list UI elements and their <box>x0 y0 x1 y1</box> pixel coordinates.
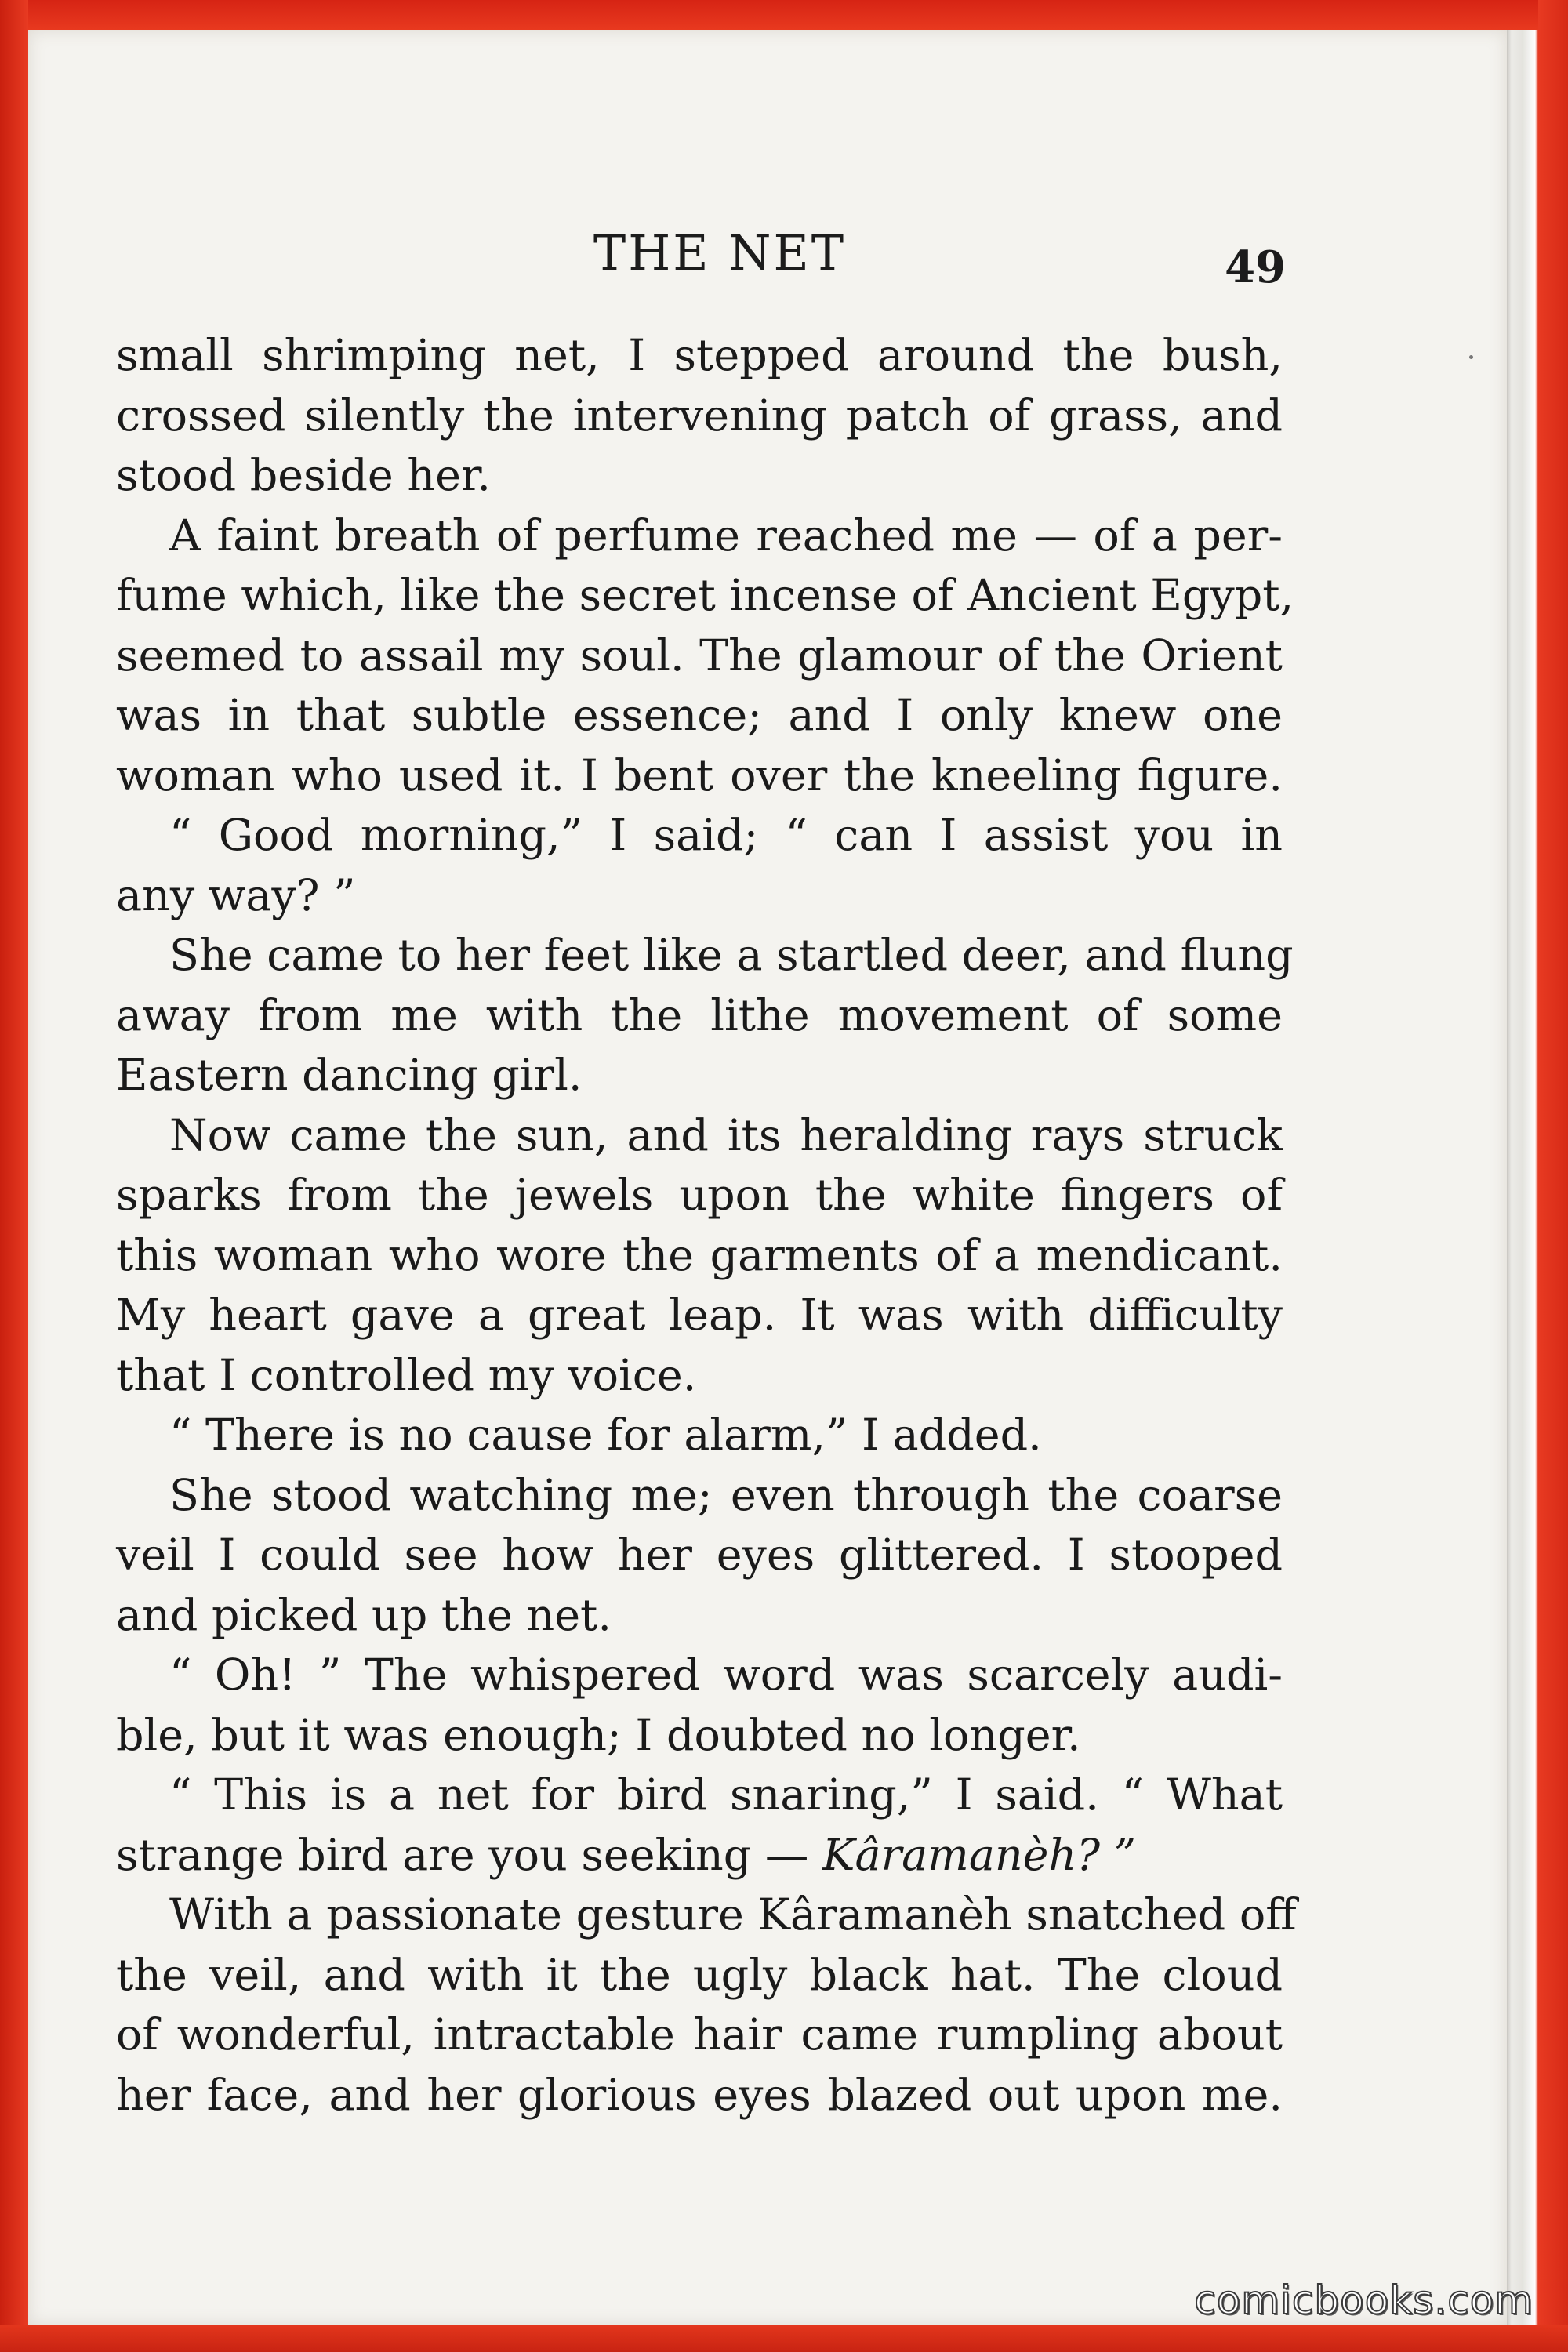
text-line: any way? ” <box>116 869 356 921</box>
book-cover-left-edge <box>0 0 28 2352</box>
book-cover-right-edge <box>1538 0 1568 2352</box>
text-line: seemed to assail my soul. The glamour of the Orient <box>116 630 1283 681</box>
book-page <box>28 30 1507 2325</box>
text-line: and picked up the net. <box>116 1589 612 1641</box>
text-line: strange bird are you seeking — Kâramanèh? ” <box>116 1829 1137 1881</box>
page-header <box>28 224 1507 293</box>
text-line: was in that subtle essence; and I only knew one <box>116 690 1283 741</box>
text-line: “ This is a net for bird snaring,” I said. “ What <box>169 1769 1283 1820</box>
text-line: My heart gave a great leap. It was with difficulty <box>116 1290 1283 1341</box>
text-line: “ There is no cause for alarm,” I added. <box>169 1410 1042 1461</box>
running-title: THE NET <box>593 224 847 281</box>
text-line: away from me with the lithe movement of some <box>116 989 1283 1041</box>
book-cover-top-edge <box>0 0 1568 30</box>
text-line: Now came the sun, and its heralding rays struck <box>169 1109 1283 1161</box>
text-line: With a passionate gesture Kâramanèh snatched off <box>169 1889 1297 1940</box>
text-line: “ Oh! ” The whispered word was scarcely audi- <box>169 1650 1283 1700</box>
text-line: Eastern dancing girl. <box>116 1050 583 1101</box>
book-cover-bottom-edge <box>0 2325 1568 2352</box>
text-line: that I controlled my voice. <box>116 1349 697 1401</box>
watermark-logo: comicbooks.com <box>1194 2278 1534 2323</box>
italic-name: Kâramanèh? ” <box>822 1829 1137 1881</box>
text-line: stood beside her. <box>116 450 492 501</box>
page-stack-edge <box>1507 30 1538 2325</box>
text-line: fume which, like the secret incense of Ancient Egypt, <box>116 570 1294 621</box>
text-line: A faint breath of perfume reached me — of a per- <box>169 510 1283 561</box>
text-line: her face, and her glorious eyes blazed out upon me. <box>116 2069 1283 2121</box>
text-line: this woman who wore the garments of a mendicant. <box>116 1229 1283 1281</box>
text-line: small shrimping net, I stepped around the bush, <box>116 330 1283 381</box>
page-number: 49 <box>1225 241 1286 293</box>
text-line: sparks from the jewels upon the white fingers of <box>116 1170 1283 1221</box>
text-line: of wonderful, intractable hair came rumpling about <box>116 2009 1283 2060</box>
text-line: woman who used it. I bent over the kneeling figure. <box>116 750 1283 801</box>
text-line: She came to her feet like a startled deer, and flung <box>169 930 1294 981</box>
paper-speck <box>1469 355 1473 359</box>
text-line: the veil, and with it the ugly black hat. The cloud <box>116 1949 1283 2001</box>
body-text <box>116 326 1297 2125</box>
text-line: crossed silently the intervening patch of grass, and <box>116 390 1283 441</box>
text-line: ble, but it was enough; I doubted no longer. <box>116 1709 1081 1761</box>
text-line: veil I could see how her eyes glittered. I stooped <box>116 1530 1283 1581</box>
text-line: “ Good morning,” I said; “ can I assist you in <box>169 810 1283 861</box>
text-line: She stood watching me; even through the coarse <box>169 1469 1283 1521</box>
